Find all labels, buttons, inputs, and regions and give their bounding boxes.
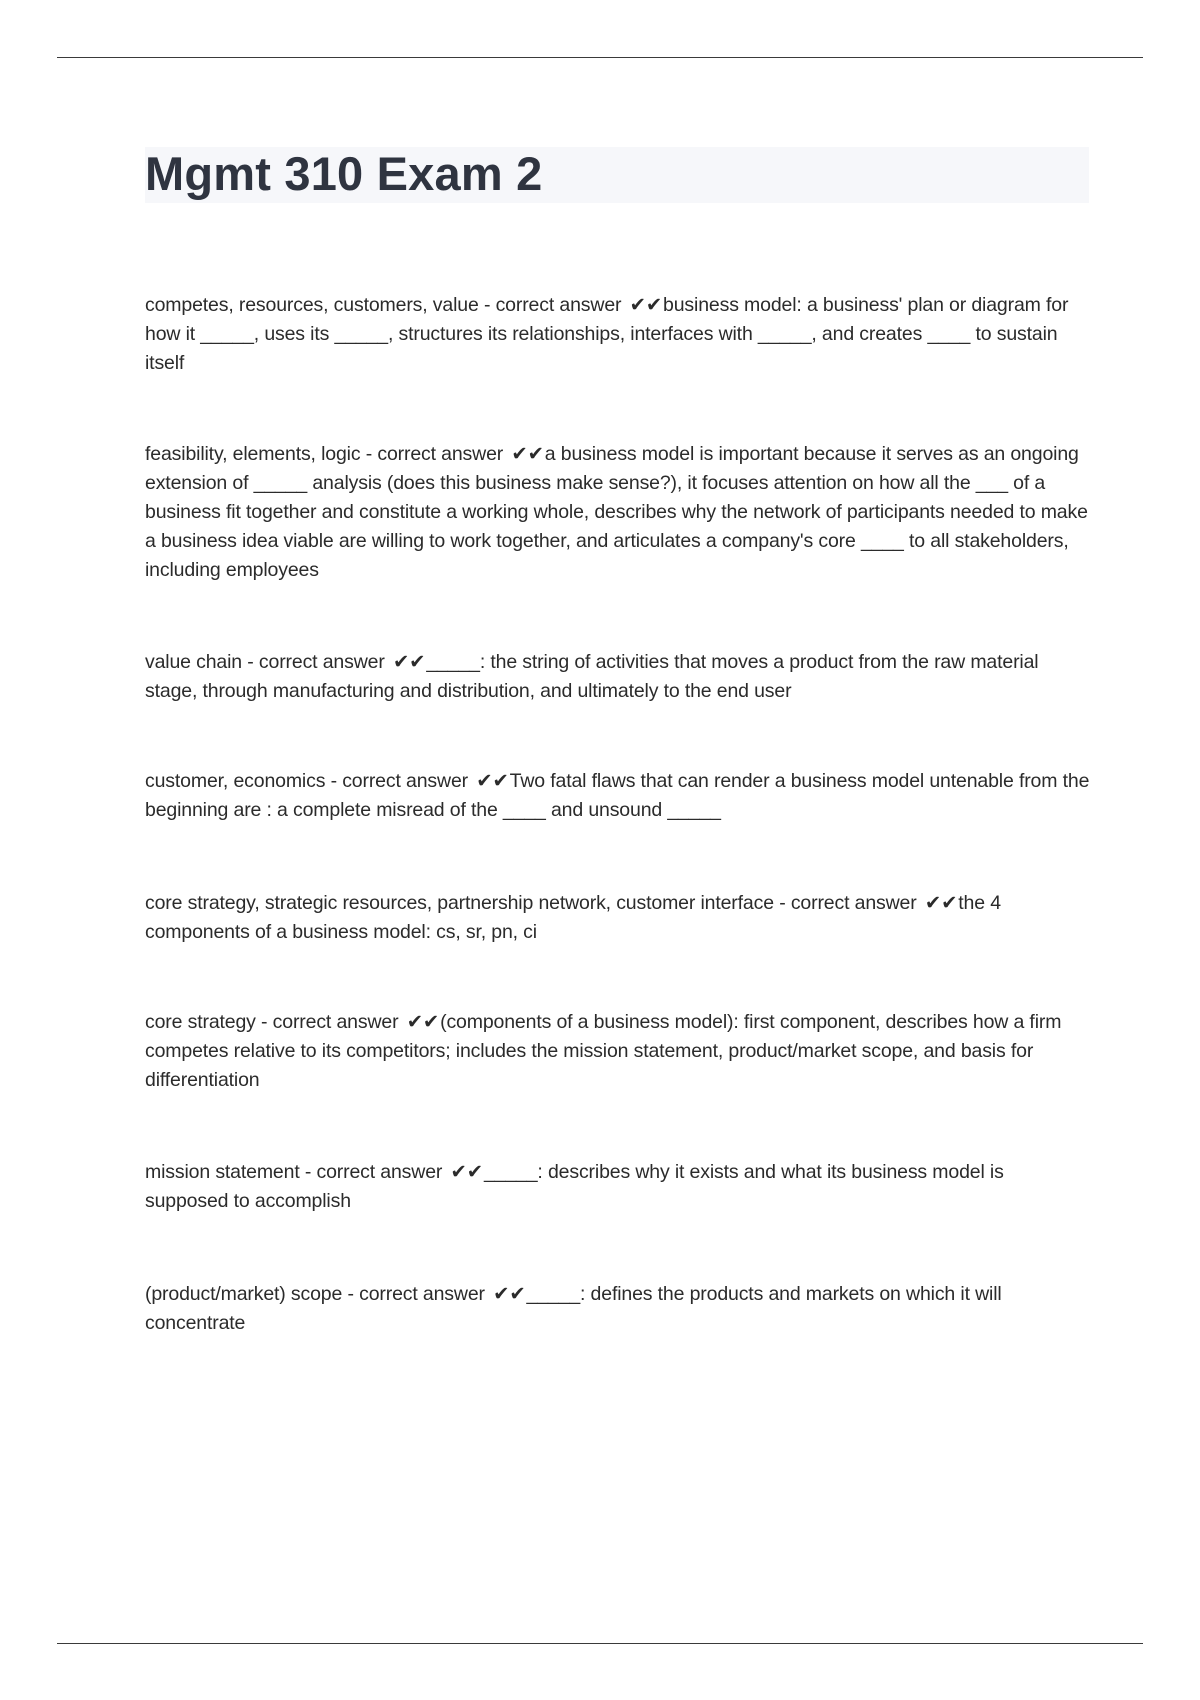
flashcard xyxy=(145,1008,1090,1095)
bottom-divider xyxy=(57,1643,1143,1644)
card-definition: a business model is important because it serves as an ongoing extension of _____ analysis (does this business make sense?), it focuses attention on how all the ___ of a business fit together and constitute a working whole, describes why the network of participants needed to make a business idea viable are willing to work together, and articulates a company's core ____ to all stakeholders, including employees xyxy=(145,443,1088,581)
check-marks-icon: ✔✔ xyxy=(493,1283,526,1305)
card-term: value chain - xyxy=(145,651,259,673)
card-definition: _____: the string of activities that moves a product from the raw material stage, through manufacturing and distribution, and ultimately to the end user xyxy=(145,651,1039,702)
flashcard xyxy=(145,1280,1090,1338)
card-term: mission statement - xyxy=(145,1161,316,1183)
card-term: customer, economics - xyxy=(145,770,342,792)
card-definition: (components of a business model): first component, describes how a firm competes relative to its competitors; includes the mission statement, product/market scope, and basis for differentiation xyxy=(145,1011,1062,1091)
answer-separator: correct answer xyxy=(359,1283,485,1305)
card-term: competes, resources, customers, value - xyxy=(145,294,496,316)
flashcard xyxy=(145,889,1090,947)
answer-separator: correct answer xyxy=(316,1161,443,1183)
answer-separator: correct answer xyxy=(258,651,385,673)
top-divider xyxy=(57,57,1143,58)
answer-separator: correct answer xyxy=(790,892,917,914)
card-term: core strategy - xyxy=(145,1011,273,1033)
answer-separator: correct answer xyxy=(377,443,504,465)
check-marks-icon: ✔✔ xyxy=(476,770,509,792)
card-definition: business model: a business' plan or diagram for how it _____, uses its _____, structures its relationships, interfaces with _____, and creates ____ to sustain itself xyxy=(145,294,1069,374)
flashcard xyxy=(145,1158,1090,1216)
check-marks-icon: ✔✔ xyxy=(924,892,958,914)
card-definition: Two fatal flaws that can render a business model untenable from the beginning are : a complete misread of the ____ and unsound _____ xyxy=(145,770,1090,821)
flashcard xyxy=(145,648,1090,706)
check-marks-icon: ✔✔ xyxy=(450,1161,483,1183)
page-title: Mgmt 310 Exam 2 xyxy=(145,147,543,200)
flashcard xyxy=(145,767,1090,825)
card-term: core strategy, strategic resources, partnership network, customer interface - xyxy=(145,892,791,914)
check-marks-icon: ✔✔ xyxy=(629,294,663,316)
card-definition: _____: describes why it exists and what its business model is supposed to accomplish xyxy=(145,1161,1004,1212)
check-marks-icon: ✔✔ xyxy=(511,443,544,465)
flashcard xyxy=(145,440,1090,585)
flashcard xyxy=(145,291,1090,378)
answer-separator: correct answer xyxy=(342,770,468,792)
card-term: feasibility, elements, logic - xyxy=(145,443,377,465)
answer-separator: correct answer xyxy=(495,294,622,316)
answer-separator: correct answer xyxy=(272,1011,399,1033)
check-marks-icon: ✔✔ xyxy=(406,1011,440,1033)
card-term: (product/market) scope - xyxy=(145,1283,359,1305)
card-definition: the 4 components of a business model: cs, sr, pn, ci xyxy=(145,892,1001,943)
check-marks-icon: ✔✔ xyxy=(392,651,426,673)
card-definition: _____: defines the products and markets on which it will concentrate xyxy=(145,1283,1002,1334)
